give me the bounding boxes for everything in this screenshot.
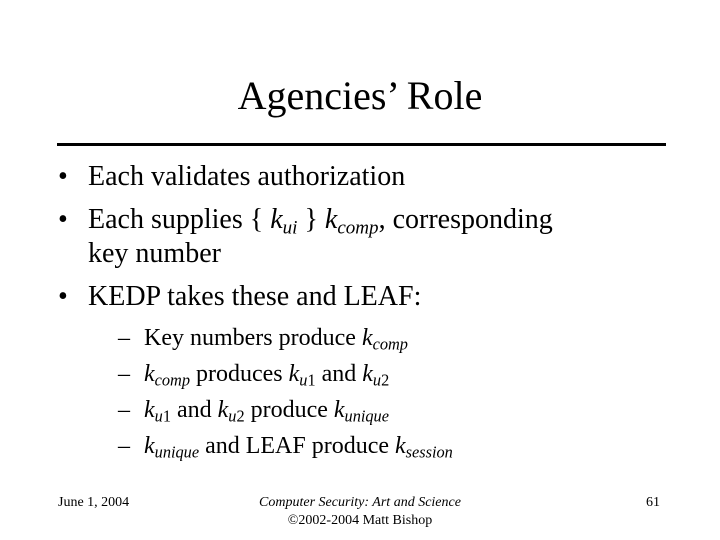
subbullet-ku-produce <box>118 395 389 425</box>
subscript: 1 <box>307 370 316 390</box>
subscript: u <box>228 406 237 426</box>
subbullet-key-numbers <box>118 323 408 353</box>
subscript: session <box>405 442 453 462</box>
var-k: k <box>362 361 373 387</box>
subscript: unique <box>344 406 389 426</box>
subscript: unique <box>154 442 200 462</box>
subscript: u <box>154 406 163 426</box>
var-k: k <box>144 361 155 387</box>
subscript: comp <box>372 334 408 354</box>
footer-copyright: ©2002-2004 Matt Bishop <box>287 513 433 528</box>
text-run: produces <box>190 361 289 387</box>
var-k: k <box>288 361 300 387</box>
var-k: k <box>361 325 373 351</box>
footer-course-title: Computer Security: Art and Science <box>259 495 461 510</box>
text-run: and <box>315 361 363 387</box>
subscript: ui <box>282 217 298 239</box>
var-k: k <box>395 433 406 459</box>
subbullet-dash: – <box>118 361 130 387</box>
footer-course <box>200 494 520 530</box>
var-k: k <box>144 397 155 423</box>
text-run: and LEAF produce <box>199 433 396 459</box>
bullet-dot: • <box>58 281 68 312</box>
text-run: Key numbers produce <box>144 325 362 351</box>
subscript: 2 <box>381 370 390 390</box>
var-k: k <box>144 433 155 459</box>
bullet-text: Each validates authorization <box>88 161 406 192</box>
text-run: and <box>170 397 218 423</box>
subbullet-dash: – <box>118 397 130 423</box>
text-run: Each supplies { <box>88 204 271 235</box>
var-k: k <box>270 204 283 235</box>
slide-title: Agencies’ Role <box>237 73 483 118</box>
bullet-dot: • <box>58 161 68 192</box>
subbullet-dash: – <box>118 433 130 459</box>
subscript: 1 <box>162 406 171 426</box>
bullet-text: KEDP takes these and LEAF: <box>88 281 422 312</box>
subbullet-kcomp-produces <box>118 359 389 389</box>
text-run: produce <box>244 397 334 423</box>
subscript: 2 <box>236 406 245 426</box>
bullet-text: key number <box>88 238 221 269</box>
text-run: } <box>297 204 325 235</box>
bullet-dot: • <box>58 204 68 235</box>
title-divider <box>57 143 666 146</box>
subscript: comp <box>154 370 190 390</box>
subscript: u <box>299 370 308 390</box>
bullet-text <box>88 203 553 237</box>
text-run: , corresponding <box>378 204 553 235</box>
subscript: u <box>372 370 382 390</box>
footer-date: June 1, 2004 <box>58 495 130 510</box>
footer-page-number: 61 <box>646 495 660 510</box>
var-k: k <box>217 397 229 423</box>
subbullet-dash: – <box>118 325 130 351</box>
var-k: k <box>333 397 345 423</box>
subbullet-kunique-leaf <box>118 431 453 461</box>
var-k: k <box>324 204 338 235</box>
subscript: comp <box>337 217 379 239</box>
